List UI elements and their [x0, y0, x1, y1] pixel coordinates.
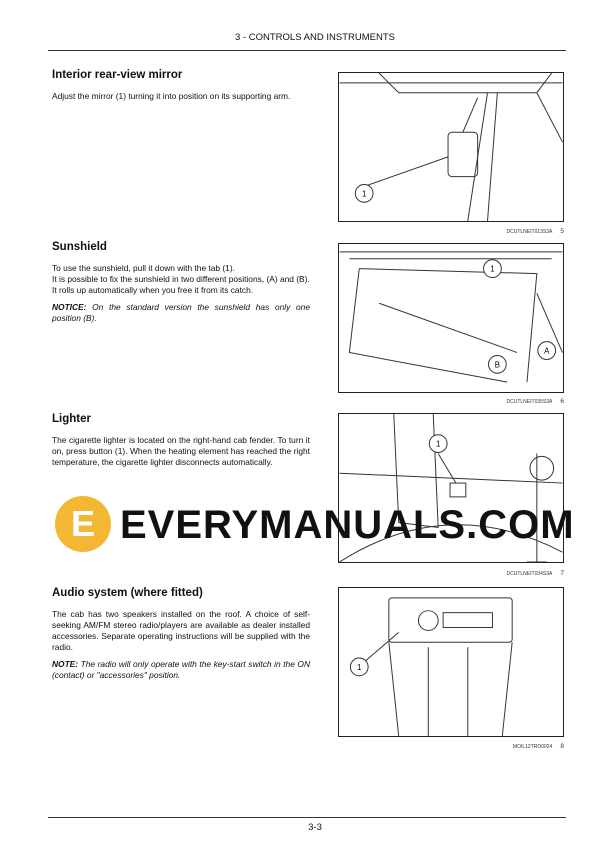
figure-number: 6 [560, 398, 564, 405]
figure-sunshield [338, 243, 564, 393]
paragraph: To use the sunshield, pull it down with the tab (1). [52, 263, 235, 273]
notice [52, 302, 310, 324]
paragraph: It rolls up automatically when you free it from its catch. [52, 285, 254, 295]
notice-label: NOTICE: [52, 302, 87, 312]
figure-caption [338, 398, 564, 405]
page-header: 3 - CONTROLS AND INSTRUMENTS [235, 32, 395, 43]
figure-caption [338, 228, 564, 235]
figure-number: 8 [560, 743, 564, 750]
callout: 1 [361, 189, 367, 199]
figure-code: DCUTLNEIT035S3A [506, 399, 553, 405]
section-title: Audio system (where fitted) [52, 587, 203, 599]
section-title: Interior rear-view mirror [52, 69, 183, 81]
section-sunshield [52, 242, 310, 330]
callout: A [544, 346, 550, 356]
notice-text: On the standard version the sunshield has only one position (B). [52, 302, 310, 323]
figure-code: DCUTLNEIT013S3A [506, 229, 553, 235]
footer-rule [48, 817, 566, 818]
callout: 1 [357, 662, 362, 672]
figure-mirror [338, 72, 564, 222]
header-rule [48, 50, 566, 51]
watermark-logo: E [55, 496, 111, 552]
figure-number: 5 [560, 228, 564, 235]
figure-caption [338, 570, 564, 577]
paragraph: It is possible to fix the sunshield in two different positions, (A) and (B). [52, 274, 310, 284]
section-lighter [52, 414, 310, 474]
callout: 1 [490, 264, 495, 274]
paragraph: Adjust the mirror (1) turning it into position on its supporting arm. [52, 91, 291, 101]
page-number: 3-3 [308, 822, 322, 833]
section-mirror [52, 70, 310, 108]
paragraph: The cigarette lighter is located on the right-hand cab fender. To turn it on, press button (1). When the heating element has reached the right temperature, the cigarette lighter disconnects automatically. [52, 435, 310, 467]
figure-audio [338, 587, 564, 737]
callout: B [494, 360, 501, 370]
figure-code: DCUTLNEIT034S3A [506, 571, 553, 577]
note-text: The radio will only operate with the key-start switch in the ON (contact) or "accessories" position. [52, 659, 310, 680]
note-label: NOTE: [52, 659, 79, 669]
callout: 1 [435, 439, 441, 449]
section-title: Lighter [52, 413, 91, 425]
figure-number: 7 [560, 570, 564, 577]
note [52, 659, 310, 681]
paragraph: The cab has two speakers installed on the roof. A choice of self-seeking AM/FM stereo radio/players are available as dealer installed accessories. Separate operating instructions will be supplied with the radio. [52, 609, 310, 652]
figure-caption [338, 743, 564, 750]
section-title: Sunshield [52, 241, 107, 253]
figure-code: MOIL12TRO0024 [512, 744, 553, 750]
watermark: EVERYMANUALS.COM [120, 503, 575, 547]
section-audio [52, 588, 310, 687]
